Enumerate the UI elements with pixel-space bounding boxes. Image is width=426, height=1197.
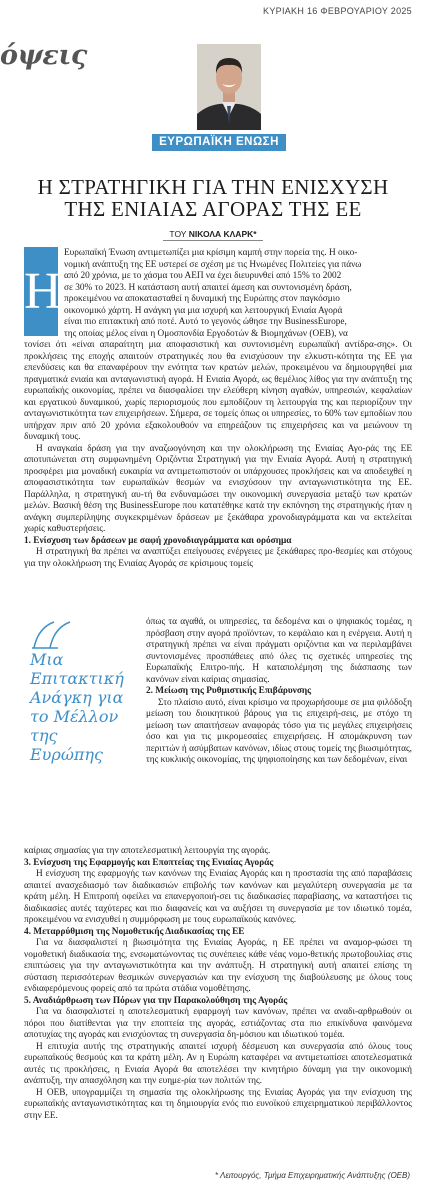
byline — [0, 229, 426, 239]
subheading: 3. Ενίσχυση της Εφαρμογής και Εποπτείας της Ενιαίας Αγοράς — [24, 857, 274, 868]
author-photo — [197, 44, 261, 130]
subheading: 4. Μεταρρύθμιση της Νομοθετικής Διαδικασίας της ΕΕ — [24, 926, 245, 937]
subheading: 1. Ενίσχυση των δράσεων με σαφή χρονοδιαγράμματα και ορόσημα — [24, 535, 292, 546]
intro-line: της οποίας μέλος είναι η Ομοσπονδία Εργοδοτών & Βιομηχάνων (ΟΕΒ), να — [64, 328, 348, 339]
issue-date: ΚΥΡΙΑΚΗ 16 ΦΕΒΡΟΥΑΡΙΟΥ 2025 — [263, 6, 412, 16]
subheading: 2. Μείωση της Ρυθμιστικής Επιβάρυνσης — [146, 686, 312, 696]
intro-text — [64, 248, 412, 340]
headline-line-2: ΤΗΣ ΕΝΙΑΙΑΣ ΑΓΟΡΑΣ ΤΗΣ ΕΕ — [64, 197, 362, 221]
intro-line: νομική ανάπτυξη της ΕΕ υστερεί σε σχέση με τις Ηνωμένες Πολιτείες για πάνω — [64, 259, 362, 270]
paragraph: όπως τα αγαθά, οι υπηρεσίες, τα δεδομένα και ο ψηφιακός τομέας, η πρόσβαση στην αγορά προϊόντων, το κεφάλαιο και η ενέργεια. Αυτή η στρατηγική πρέπει να είναι πράγματι οριζόντια και να περιλαμβάνει συντονισμένες προσπάθειες από όλες τις σχετικές υπηρεσίες της Ευρωπαϊκής Επιτρο-πής. Η καταπολέμηση της διάσπασης των κανόνων είναι καίριας σημασίας. — [146, 617, 412, 685]
paragraph: Για να διασφαλιστεί η αποτελεσματική εφαρμογή των κανόνων, πρέπει να αναδι-αρθρωθούν οι πόροι που διατίθενται για την εποπτεία της αγοράς, εστιάζοντας στα πιο επικίνδυνα φαινόμενα αποτυχίας της αγοράς και ενισχύοντας τη συνεργασία δη-μόσιου και ιδιωτικού τομέα. — [24, 1007, 412, 1040]
intro-line: σε 30% το 2023. Η κατάσταση αυτή απαιτεί άμεση και συντονισμένη δράση, — [64, 282, 352, 293]
author-name: ΝΙΚΟΛΑ ΚΛΑΡΚ* — [188, 229, 257, 239]
paragraph: Για να διασφαλιστεί η βιωσιμότητα της Ενιαίας Αγοράς, η ΕΕ πρέπει να αναμορ-φώσει τη νομοθετική διαδικασία της, ενσωματώνοντας τις συνέπειες κάθε νέας νομο-θετικής πρωτοβουλίας στις επιπτώσεις για την ανταγωνιστικότητα και την ανάπτυξη. Η στρατηγική αυτή απαιτεί επίσης τη σύσταση περισσότερων θεσμικών συνεργασιών και την ενίσχυση της διαβούλευσης με όλους τους ενδιαφερόμενους φορείς από τα πρώτα στάδια νομοθέτησης. — [24, 938, 412, 994]
intro-line: είναι πιο επιτακτική από ποτέ. Αυτό το γεγονός ώθησε την BusinessEurope, — [64, 317, 347, 327]
article-body-bottom — [24, 846, 412, 1122]
byline-rule — [163, 240, 263, 241]
subheading: 5. Αναδιάρθρωση των Πόρων για την Παρακολούθηση της Αγοράς — [24, 995, 288, 1006]
drop-cap: Η — [24, 247, 58, 336]
intro-line: οικονομικό χάρτη. Η ανάγκη για μια ισχυρή και λειτουργική Ενιαία Αγορά — [64, 305, 343, 316]
intro-line: Ευρωπαϊκή Ένωση αντιμετωπίζει μια κρίσιμη καμπή στην πορεία της. Η οικο- — [64, 248, 358, 258]
headline-line-1: Η ΣΤΡΑΤΗΓΙΚΗ ΓΙΑ ΤΗΝ ΕΝΙΣΧΥΣΗ — [37, 175, 389, 199]
footnote: * Λειτουργός, Τμήμα Επιχειρηματικής Ανάπτυξης (ΟΕΒ) — [214, 1171, 410, 1180]
article-body-right — [146, 617, 412, 767]
paragraph: Η επιτυχία αυτής της στρατηγικής απαιτεί ισχυρή δέσμευση και συνεργασία από όλους τους ευρωπαϊκούς θεσμούς και τα κράτη μέλη. Αν η Ευρώπη καταφέρει να αντιμετωπίσει αποτελεσματικά αυτές τις προκλήσεις, η Ενιαία Αγορά θα αποτελέσει την κινητήριο δύναμη για την οικονομική ανάπτυξη, την απασχόληση και την ευημε-ρία των πολιτών της. — [24, 1041, 412, 1086]
paragraph: Η ΟΕΒ, υπογραμμίζει τη σημασία της ολοκλήρωσης της Ενιαίας Αγοράς για την ενίσχυση της ευρωπαϊκής ανταγωνιστικότητας και τη δημιουργία ενός πιο ευνοϊκού επιχειρηματικού περιβάλλοντος στην ΕΕ. — [24, 1087, 412, 1121]
intro-line: προκειμένου να αποκατασταθεί η δυναμική της Ευρώπης στον παγκόσμιο — [64, 294, 340, 304]
section-label: ΕΥΡΩΠΑΪΚΗ ΕΝΩΣΗ — [152, 134, 286, 151]
intro-line: από 20 χρόνια, με το χάσμα του ΑΕΠ να έχει διευρυνθεί από 15% το 2002 — [64, 271, 342, 281]
pull-quote: Μια Επιτακτική Ανάγκη για το Μέλλον της Ευρώπης — [30, 650, 124, 764]
byline-prefix: ΤΟΥ — [169, 229, 187, 239]
paragraph: τονίσει ότι «είναι απαραίτητη μια αποφασιστική και συντονισμένη ευρωπαϊκή αντίδρα-σης». Οι προκλήσεις της εποχής απαιτούν στρατηγικές που θα ενισχύσουν την ελκυστι-κότητα της ΕΕ για επενδύσεις και θα επαναφέρουν την ενότητα των κρατών μελών, προκειμένου να δημιουργηθεί μια πραγματικά ενιαία και ανταγωνιστική αγορά. Η Ενιαία Αγορά, ως θεμέλιος λίθος για την ανάπτυξη της ευρωπαϊκής οικονομίας, πρέπει να διασφαλίσει την ελεύθερη κίνηση αγαθών, υπηρεσιών, κεφαλαίων και εργατικού δυναμικού, χωρίς περιορισμούς που εμποδίζουν τη λειτουργία της και περιορίζουν την ανταγωνιστικότητα των επιχειρήσεων. Σήμερα, σε τομείς όπως οι υπηρεσίες, το 60% των εμποδίων που υπήρχαν πριν από 20 χρόνια εξακολουθούν να επηρεάζουν τις επιχειρήσεις και να μειώνουν τη δυναμική τους. — [24, 340, 412, 442]
headline — [10, 176, 416, 220]
section-title: όψεις — [0, 40, 87, 71]
paragraph: καίριας σημασίας για την αποτελεσματική λειτουργία της αγοράς. — [24, 846, 271, 856]
paragraph: Η αναγκαία δράση για την αναζωογόνηση και την ολοκλήρωση της Ενιαίας Αγο-ράς της ΕΕ αποτυπώνεται στη συμφωνημένη Οριζόντια Στρατηγική για την Ενιαία Αγορά. Αυτή η στρατηγική προσφέρει μια μοναδική ευκαιρία να αντιμετωπιστούν οι υπάρχουσες προκλήσεις και να αποδειχθεί η αποφασιστικότητα των ευρωπαϊκών θεσμών να ενισχύσουν την ανταγωνιστικότητα της ΕΕ. Παράλληλα, η στρατηγική αυ-τή θα ενδυναμώσει την οικονομική συνεργασία μεταξύ των κρατών μελών. Βασική θέση της BusinessEurope που κατατέθηκε κατά την εκπόνηση της στρατηγικής ήταν η ανάγκη συμπερίληψης συγκεκριμένων δράσεων με ξεκάθαρα χρονοδιαγράμματα και να εκτελείται χωρίς καθυστερήσεις. — [24, 443, 412, 534]
paragraph: Στο πλαίσιο αυτό, είναι κρίσιμο να προχωρήσουμε σε μια φιλόδοξη μείωση του διοικητικού βάρους για τις επιχειρή-σεις, με στόχο τη μείωση των απαιτήσεων αναφοράς τόσο για τις μεγάλες επιχειρήσεις όσο και για τις μικρομεσαίες επιχειρήσεις. Η απομάκρυνση των περιττών ή ασύμβατων κανόνων, ιδίως στους τομείς της βιωσιμότητας, της κυκλικής οικονομίας, της ψηφιοποίησης και των δεδομένων, είναι — [146, 697, 412, 765]
article-body-top — [24, 340, 412, 570]
paragraph: Η στρατηγική θα πρέπει να αναπτύξει επείγουσες ενέργειες με ξεκάθαρες προ-θεσμίες και στόχους για την ολοκλήρωση της Ενιαίας Αγοράς σε κρίσιμους τομείς — [24, 547, 412, 569]
quote-mark-icon — [30, 618, 90, 650]
paragraph: Η ενίσχυση της εφαρμογής των κανόνων της Ενιαίας Αγοράς και η προστασία της από παραβάσεις απαιτεί ανασχεδιασμό των διαδικασιών επιβολής των κανόνων και μεγαλύτερη συνεργασία με τα κράτη μέλη. Η Επιτροπή οφείλει να επανεργοποιή-σει τις διαδικασίες παραβίασης, να καταστήσει τις διαδικασίες αυτές ταχύτερες και πιο διαφανείς και να αυξήσει τη συνεργασία με τον ιδιωτικό τομέα, προκειμένου να ενισχυθεί η συμμόρφωση με τους ευρωπαϊκούς κανόνες. — [24, 869, 412, 925]
